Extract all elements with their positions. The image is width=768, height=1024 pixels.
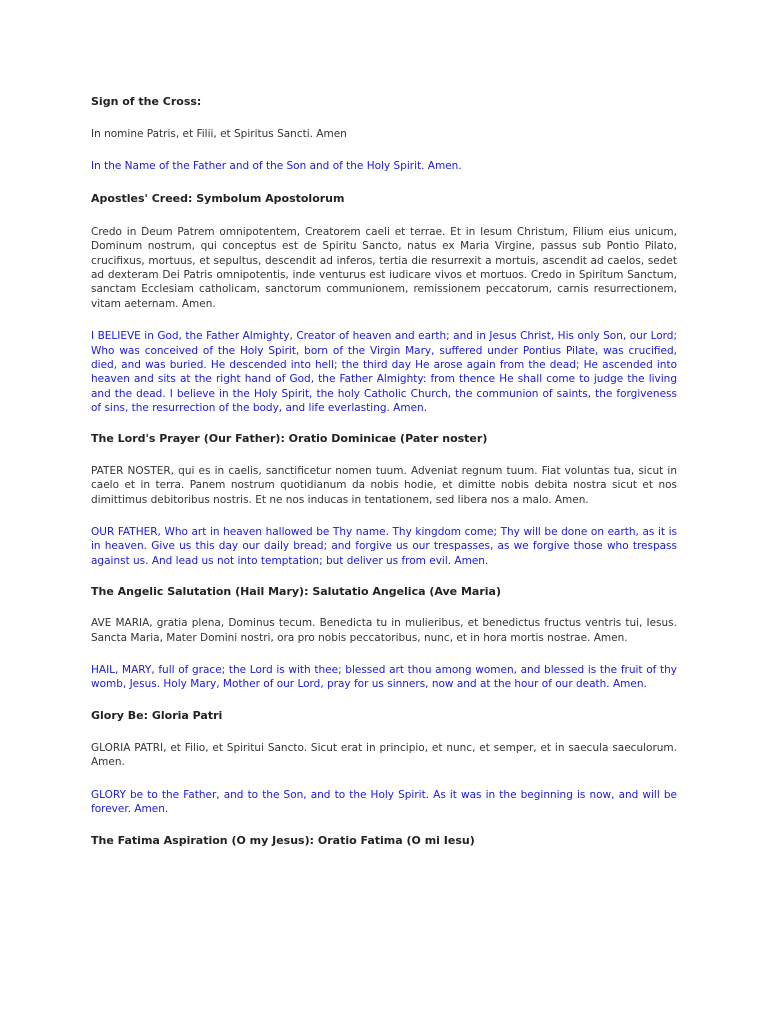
latin-text: In nomine Patris, et Filii, et Spiritus Sancti. Amen [91,128,347,140]
document-page [91,88,677,848]
latin-text: AVE MARIA, gratia plena, Dominus tecum. Benedicta tu in mulieribus, et benedictus fructus ventris tui, Iesus. Sancta Maria, Mater Domini nostri, ora pro nobis peccatoribus, nunc, et in hora mortis nostrae. Amen. [91,617,677,644]
section-apostles-creed [91,191,677,416]
section-heading: Sign of the Cross: [91,95,202,108]
section-lords-prayer [91,431,677,568]
latin-text: GLORIA PATRI, et Filio, et Spiritui Sancto. Sicut erat in principio, et nunc, et semper, et in saecula saeculorum. Amen. [91,741,677,769]
section-fatima-aspiration [91,833,677,848]
section-heading: Glory Be: Gloria Patri [91,708,223,722]
section-glory-be [91,708,677,817]
latin-text: Credo in Deum Patrem omnipotentem, Creatorem caeli et terrae. Et in Iesum Christum, Filium eius unicum, Dominum nostrum, qui conceptus est de Spiritu Sancto, natus ex Maria Virgine, passus sub Pontio Pilato, crucifixus, mortuus, et sepultus, descendit ad inferos, tertia die resurrexit a mortuis, ascendit ad caelos, sedet ad dexteram Dei Patris omnipotentis, inde venturus est iudicare vivos et mortuos. Credo in Spiritum Sanctum, sanctam Ecclesiam catholicam, sanctorum communionem, remissionem peccatorum, carnis resurrectionem, vitam aeternam. Amen. [91,225,677,310]
english-text: GLORY be to the Father, and to the Son, and to the Holy Spirit. As it was in the beginning is now, and will be forever. Amen. [91,788,677,815]
latin-text: PATER NOSTER, qui es in caelis, sanctificetur nomen tuum. Adveniat regnum tuum. Fiat voluntas tua, sicut in caelo et in terra. Panem nostrum quotidianum da nobis hodie, et dimitte nobis debita nostra sicut et nos dimittimus debitoribus nostris. Et ne nos inducas in tentationem, sed libera nos a malo. Amen. [91,464,677,506]
english-text: HAIL, MARY, full of grace; the Lord is with thee; blessed art thou among women, and blessed is the fruit of thy womb, Jesus. Holy Mary, Mother of our Lord, pray for us sinners, now and at the hour of our death. Amen. [91,663,677,691]
section-heading: Apostles' Creed: Symbolum Apostolorum [91,191,345,205]
section-heading: The Lord's Prayer (Our Father): Oratio Dominicae (Pater noster) [91,431,488,445]
section-hail-mary [91,584,677,692]
english-text: In the Name of the Father and of the Son and of the Holy Spirit. Amen. [91,160,462,173]
english-text: OUR FATHER, Who art in heaven hallowed be Thy name. Thy kingdom come; Thy will be done on earth, as it is in heaven. Give us this day our daily bread; and forgive us our trespasses, as we forgive those who trespass against us. And lead us not into temptation; but deliver us from evil. Amen. [91,525,677,567]
section-sign-of-the-cross [91,94,677,174]
section-heading: The Fatima Aspiration (O my Jesus): Oratio Fatima (O mi Iesu) [91,834,475,848]
section-heading: The Angelic Salutation (Hail Mary): Salutatio Angelica (Ave Maria) [91,585,501,599]
english-text: I BELIEVE in God, the Father Almighty, Creator of heaven and earth; and in Jesus Christ, His only Son, our Lord; Who was conceived of the Holy Spirit, born of the Virgin Mary, suffered under Pontius Pilate, was crucified, died, and was buried. He descended into hell; the third day He arose again from the dead; He ascended into heaven and sits at the right hand of God, the Father Almighty: from thence He shall come to judge the living and the dead. I believe in the Holy Spirit, the holy Catholic Church, the communion of saints, the forgiveness of sins, the resurrection of the body, and life everlasting. Amen. [91,330,677,415]
